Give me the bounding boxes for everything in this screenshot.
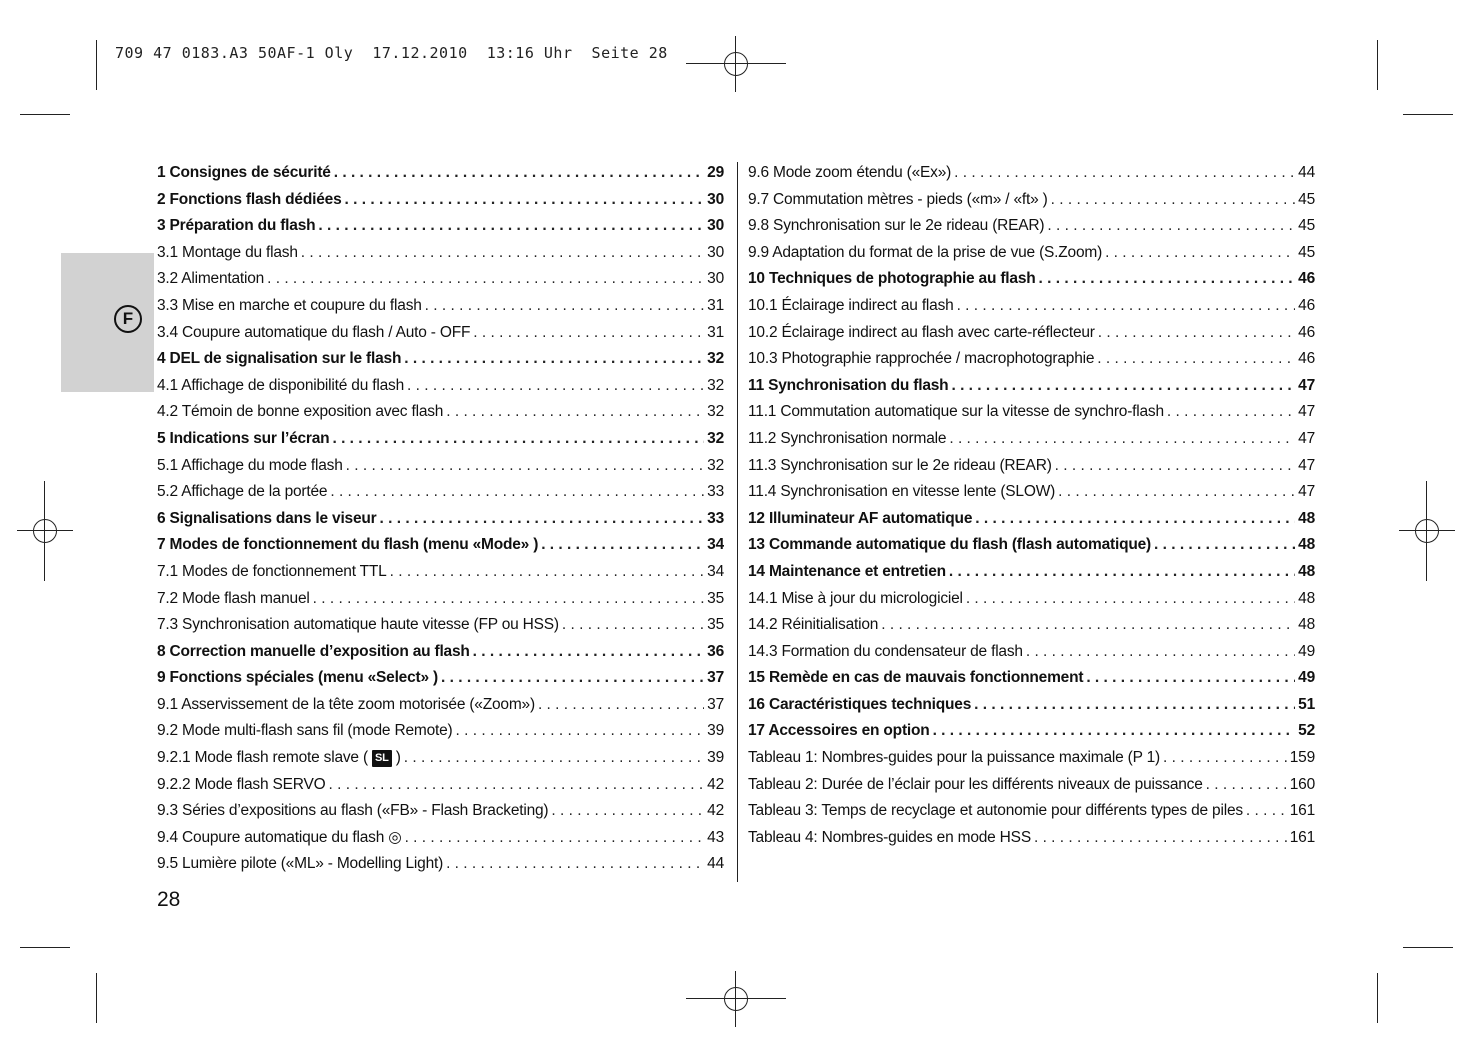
toc-leader-dots [407, 373, 704, 400]
registration-line [686, 63, 786, 64]
toc-leader-dots [1246, 798, 1287, 825]
toc-entry-title: 15 Remède en cas de mauvais fonctionnement [748, 669, 1084, 687]
toc-entry [157, 160, 724, 187]
printer-slug: 709 47 0183.A3 50AF-1 Oly 17.12.2010 13:16 Uhr Seite 28 [115, 44, 668, 62]
toc-entry-page: 48 [1298, 616, 1315, 634]
toc-leader-dots [456, 718, 705, 745]
slave-mode-badge-icon: SL [372, 750, 392, 767]
toc-entry [157, 718, 724, 745]
toc-leader-dots [1167, 399, 1295, 426]
toc-entry-page: 45 [1298, 243, 1315, 261]
toc-entry-title: 10.1 Éclairage indirect au flash [748, 296, 954, 314]
toc-entry [748, 772, 1315, 799]
toc-leader-dots [1098, 320, 1295, 347]
toc-entry-title: 9.2 Mode multi-flash sans fil (mode Remote) [157, 722, 453, 740]
toc-entry-title: 16 Caractéristiques techniques [748, 695, 972, 713]
toc-entry-title: 14.2 Réinitialisation [748, 616, 879, 634]
toc-entry-page: 48 [1298, 589, 1315, 607]
toc-leader-dots [390, 559, 705, 586]
toc-leader-dots [404, 745, 704, 772]
toc-entry-title: 1 Consignes de sécurité [157, 164, 331, 181]
toc-entry-page: 31 [707, 323, 724, 341]
toc-entry-page: 161 [1289, 828, 1315, 846]
toc-entry-page: 47 [1298, 429, 1315, 447]
toc-entry-page: 36 [707, 642, 724, 660]
toc-leader-dots [1047, 213, 1295, 240]
toc-leader-dots [441, 665, 704, 692]
toc-leader-dots [330, 479, 704, 506]
toc-leader-dots [1163, 745, 1287, 772]
toc-entry-title: 13 Commande automatique du flash (flash automatique) [748, 536, 1151, 554]
toc-leader-dots [267, 266, 704, 293]
toc-entry-page: 45 [1298, 190, 1315, 208]
toc-leader-dots [329, 772, 705, 799]
toc-entry-title: 14 Maintenance et entretien [748, 562, 946, 580]
toc-leader-dots [949, 426, 1295, 453]
registration-mark-icon [708, 36, 764, 92]
toc-entry-page: 34 [707, 536, 724, 554]
toc-entry [157, 665, 724, 692]
toc-entry-title: 3.1 Montage du flash [157, 243, 298, 261]
toc-entry-title: 2 Fonctions flash dédiées [157, 190, 342, 208]
toc-entry-title: Tableau 2: Durée de l’éclair pour les différents niveaux de puissance [748, 775, 1203, 793]
toc-entry-title: 7.2 Mode flash manuel [157, 589, 310, 607]
registration-line [44, 481, 45, 581]
toc-entry-title: 3 Préparation du flash [157, 217, 316, 235]
toc-entry [157, 426, 724, 453]
toc-entry-page: 33 [707, 509, 724, 527]
toc-entry-page: 32 [707, 429, 724, 447]
toc-leader-dots [966, 586, 1295, 613]
toc-entry-page: 42 [707, 802, 724, 820]
toc-entry-title: 3.4 Coupure automatique du flash / Auto - OFF [157, 323, 471, 341]
toc-entry [748, 160, 1315, 187]
toc-entry-page: 39 [707, 749, 724, 767]
toc-entry-page: 34 [707, 562, 724, 580]
column-divider [737, 162, 738, 882]
toc-entry-title: 11.2 Synchronisation normale [748, 429, 947, 447]
toc-entry [157, 399, 724, 426]
toc-entry-title: 11.3 Synchronisation sur le 2e rideau (REAR) [748, 456, 1052, 474]
toc-leader-dots [318, 213, 704, 240]
toc-entry [748, 293, 1315, 320]
crop-mark [96, 40, 97, 90]
toc-entry [748, 399, 1315, 426]
toc-right-column [748, 160, 1315, 851]
toc-leader-dots [404, 346, 704, 373]
toc-entry-title: Tableau 3: Temps de recyclage et autonomie pour différents types de piles [748, 802, 1243, 820]
toc-leader-dots [551, 798, 704, 825]
toc-entry-page: 48 [1298, 509, 1315, 527]
toc-entry-title: 8 Correction manuelle d’exposition au flash [157, 642, 470, 660]
toc-entry [157, 745, 724, 772]
toc-leader-dots [1105, 240, 1295, 267]
toc-entry-page: 44 [707, 855, 724, 873]
toc-entry [157, 187, 724, 214]
toc-entry-title: 9.4 Coupure automatique du flash ◎ [157, 828, 402, 846]
toc-entry-page: 42 [707, 775, 724, 793]
toc-entry-page: 47 [1298, 403, 1315, 421]
toc-leader-dots [949, 559, 1295, 586]
toc-entry-page: 48 [1298, 562, 1315, 580]
toc-leader-dots [538, 692, 704, 719]
toc-entry-page: 37 [707, 669, 724, 687]
toc-entry-title: 11.1 Commutation automatique sur la vitesse de synchro-flash [748, 403, 1164, 421]
toc-entry-page: 46 [1298, 350, 1315, 368]
toc-leader-dots [954, 160, 1295, 187]
toc-leader-dots [332, 426, 704, 453]
toc-entry [748, 426, 1315, 453]
toc-entry [748, 639, 1315, 666]
toc-entry-title: 7 Modes de fonctionnement du flash (menu «Mode» ) [157, 536, 539, 554]
toc-entry [157, 346, 724, 373]
toc-leader-dots [951, 373, 1295, 400]
toc-entry-page: 48 [1298, 536, 1315, 554]
toc-entry-title: 9.8 Synchronisation sur le 2e rideau (REAR) [748, 217, 1045, 235]
toc-entry-title: Tableau 4: Nombres-guides en mode HSS [748, 828, 1031, 846]
toc-entry-title: Tableau 1: Nombres-guides pour la puissance maximale (P 1) [748, 749, 1160, 767]
toc-entry [748, 798, 1315, 825]
toc-entry-title: 4.2 Témoin de bonne exposition avec flash [157, 403, 444, 421]
toc-entry-title: 3.2 Alimentation [157, 270, 265, 288]
toc-entry [157, 612, 724, 639]
crop-mark [1403, 114, 1453, 115]
toc-entry-title: 11.4 Synchronisation en vitesse lente (SLOW) [748, 483, 1056, 501]
toc-leader-dots [541, 532, 704, 559]
toc-entry-title: 10.2 Éclairage indirect au flash avec carte-réflecteur [748, 323, 1095, 341]
toc-entry-page: 30 [707, 270, 724, 288]
toc-entry [748, 373, 1315, 400]
toc-entry [748, 532, 1315, 559]
toc-entry-title: 4.1 Affichage de disponibilité du flash [157, 376, 404, 394]
toc-entry-title: 12 Illuminateur AF automatique [748, 509, 973, 527]
toc-leader-dots [974, 692, 1295, 719]
toc-entry [748, 187, 1315, 214]
toc-entry-page: 35 [707, 616, 724, 634]
toc-entry [748, 825, 1315, 852]
crop-mark [96, 973, 97, 1023]
toc-entry-page: 47 [1298, 456, 1315, 474]
toc-entry [157, 506, 724, 533]
crop-mark [1403, 947, 1453, 948]
toc-entry [157, 532, 724, 559]
toc-entry-page: 33 [707, 483, 724, 501]
toc-entry-page: 43 [707, 828, 724, 846]
toc-leader-dots [1026, 639, 1295, 666]
toc-entry [748, 213, 1315, 240]
toc-entry-title: 10.3 Photographie rapprochée / macrophotographie [748, 350, 1095, 368]
registration-line [686, 998, 786, 999]
toc-entry-page: 32 [707, 456, 724, 474]
toc-entry [748, 266, 1315, 293]
toc-entry [157, 373, 724, 400]
toc-entry-title: 9 Fonctions spéciales (menu «Select» ) [157, 669, 438, 687]
toc-entry-page: 49 [1298, 642, 1315, 660]
toc-entry [157, 320, 724, 347]
toc-entry-page: 30 [707, 217, 724, 235]
toc-leader-dots [1055, 453, 1296, 480]
toc-entry-page: 52 [1298, 722, 1315, 740]
toc-entry [748, 506, 1315, 533]
toc-entry-title: 9.2.2 Mode flash SERVO [157, 775, 326, 793]
toc-entry-page: 32 [707, 376, 724, 394]
toc-leader-dots [957, 293, 1296, 320]
toc-entry-title: 5.2 Affichage de la portée [157, 483, 328, 501]
toc-leader-dots [1051, 187, 1296, 214]
toc-entry-title: 9.3 Séries d’expositions au flash («FB» - Flash Bracketing) [157, 802, 549, 820]
toc-entry-page: 46 [1298, 296, 1315, 314]
toc-leader-dots [425, 293, 704, 320]
toc-entry-page: 39 [707, 722, 724, 740]
page-number: 28 [157, 888, 181, 911]
toc-leader-dots [313, 586, 705, 613]
toc-entry-title: 11 Synchronisation du flash [748, 376, 949, 394]
toc-entry-title: 5 Indications sur l’écran [157, 429, 330, 447]
registration-mark-icon [17, 503, 73, 559]
toc-entry [157, 240, 724, 267]
toc-entry [157, 825, 724, 852]
toc-entry-page: 46 [1298, 323, 1315, 341]
toc-entry [748, 665, 1315, 692]
toc-entry-page: 45 [1298, 217, 1315, 235]
toc-entry [157, 213, 724, 240]
crop-mark [20, 114, 70, 115]
toc-entry-title: 9.1 Asservissement de la tête zoom motorisée («Zoom») [157, 695, 535, 713]
toc-leader-dots [881, 612, 1295, 639]
toc-entry [748, 346, 1315, 373]
toc-leader-dots [473, 639, 704, 666]
toc-entry-page: 159 [1289, 749, 1315, 767]
toc-entry [157, 692, 724, 719]
toc-entry-page: 47 [1298, 376, 1315, 394]
toc-entry [157, 559, 724, 586]
toc-entry-page: 29 [707, 164, 724, 181]
language-tab-letter: F [114, 305, 142, 333]
toc-leader-dots [975, 506, 1295, 533]
toc-entry [157, 851, 724, 878]
toc-leader-dots [1034, 825, 1287, 852]
toc-leader-dots [346, 453, 705, 480]
toc-leader-dots [933, 718, 1296, 745]
toc-entry-page: 30 [707, 190, 724, 208]
toc-entry-title: 4 DEL de signalisation sur le flash [157, 350, 402, 368]
toc-entry-title: 9.9 Adaptation du format de la prise de vue (S.Zoom) [748, 243, 1103, 261]
toc-leader-dots [446, 399, 704, 426]
toc-entry-page: 32 [707, 350, 724, 368]
toc-entry-title: 9.2.1 Mode flash remote slave ( SL ) [157, 749, 401, 767]
toc-leader-dots [1097, 346, 1295, 373]
registration-mark-icon [1399, 503, 1455, 559]
toc-entry-page: 46 [1298, 270, 1315, 288]
toc-entry-title: 6 Signalisations dans le viseur [157, 509, 377, 527]
toc-leader-dots [562, 612, 704, 639]
toc-leader-dots [1086, 665, 1295, 692]
toc-entry-title: 9.7 Commutation mètres - pieds («m» / «ft» ) [748, 190, 1048, 208]
toc-entry [157, 479, 724, 506]
toc-entry [748, 612, 1315, 639]
toc-entry-title: 5.1 Affichage du mode flash [157, 456, 343, 474]
toc-entry-page: 161 [1289, 802, 1315, 820]
toc-leader-dots [473, 320, 704, 347]
toc-entry-page: 47 [1298, 483, 1315, 501]
toc-entry-page: 160 [1289, 775, 1315, 793]
toc-entry-page: 49 [1298, 669, 1315, 687]
toc-leader-dots [405, 825, 705, 852]
toc-entry-title: 17 Accessoires en option [748, 722, 930, 740]
toc-entry [748, 692, 1315, 719]
toc-entry-title: 9.6 Mode zoom étendu («Ex») [748, 164, 952, 181]
toc-leader-dots [446, 851, 704, 878]
toc-entry [157, 586, 724, 613]
toc-leader-dots [334, 160, 704, 187]
registration-line [1426, 481, 1427, 581]
toc-left-column [157, 160, 724, 878]
toc-leader-dots [1058, 479, 1295, 506]
toc-entry [748, 718, 1315, 745]
toc-entry [157, 293, 724, 320]
crop-mark [1377, 40, 1378, 90]
toc-leader-dots [301, 240, 704, 267]
registration-mark-icon [708, 971, 764, 1027]
toc-entry [748, 453, 1315, 480]
toc-entry-page: 37 [707, 695, 724, 713]
toc-leader-dots [1206, 772, 1287, 799]
toc-entry [157, 453, 724, 480]
toc-entry [157, 266, 724, 293]
toc-leader-dots [345, 187, 705, 214]
toc-entry [748, 479, 1315, 506]
toc-leader-dots [1039, 266, 1296, 293]
crop-mark [1377, 973, 1378, 1023]
toc-entry-title: 3.3 Mise en marche et coupure du flash [157, 296, 422, 314]
toc-entry-title: 7.1 Modes de fonctionnement TTL [157, 562, 387, 580]
toc-entry [157, 798, 724, 825]
toc-entry-title: 10 Techniques de photographie au flash [748, 270, 1036, 288]
toc-leader-dots [380, 506, 705, 533]
toc-entry [157, 639, 724, 666]
toc-entry-page: 44 [1298, 164, 1315, 181]
toc-entry [748, 745, 1315, 772]
toc-entry-page: 51 [1298, 695, 1315, 713]
toc-leader-dots [1154, 532, 1295, 559]
toc-entry-title: 14.1 Mise à jour du micrologiciel [748, 589, 963, 607]
toc-entry-page: 31 [707, 296, 724, 314]
toc-entry [748, 586, 1315, 613]
toc-entry [157, 772, 724, 799]
toc-entry-page: 30 [707, 243, 724, 261]
toc-entry [748, 240, 1315, 267]
toc-entry-title: 14.3 Formation du condensateur de flash [748, 642, 1023, 660]
toc-entry-title: 7.3 Synchronisation automatique haute vitesse (FP ou HSS) [157, 616, 559, 634]
toc-entry-page: 35 [707, 589, 724, 607]
toc-entry-title: 9.5 Lumière pilote («ML» - Modelling Light) [157, 855, 444, 873]
toc-entry-page: 32 [707, 403, 724, 421]
crop-mark [20, 947, 70, 948]
toc-entry [748, 320, 1315, 347]
toc-entry [748, 559, 1315, 586]
